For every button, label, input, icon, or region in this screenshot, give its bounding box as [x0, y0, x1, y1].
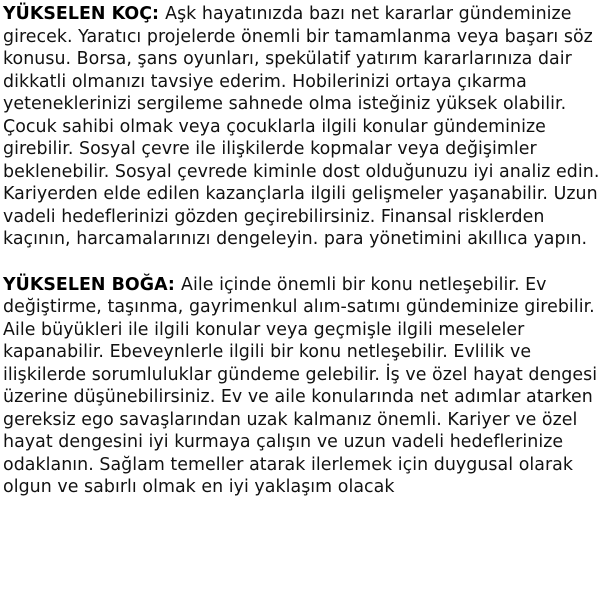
- section-heading: YÜKSELEN BOĞA:: [3, 274, 182, 295]
- section-heading: YÜKSELEN KOÇ:: [3, 4, 166, 24]
- section-body: Aşk hayatınızda bazı net kararlar gündeminize girecek. Yaratıcı projelerde önemli bir tamamlanma veya başarı söz konusu. Borsa, şans oyunları, spekülatif yatırım kararlarınıza dair dikkatli olmanızı tavsiye ederim. Hobilerinizi ortaya çıkarma yeteneklerinizi sergileme sahnede olma isteğiniz yüksek olabilir. Çocuk sahibi olmak veya çocuklarla ilgili konular gündeminize girebilir. Sosyal çevre ile ilişkilerde kopmalar veya değişimler beklenebilir. Sosyal çevrede kiminle dost olduğunuzu iyi analiz edin. Kariyerden elde edilen kazançlarla ilgili gelişmeler yaşanabilir. Uzun vadeli hedeflerinizi gözden geçirebilirsiniz. Finansal risklerden kaçının, harcamalarınızı dengeleyin. para yönetimini akıllıca yapın.: [3, 4, 600, 250]
- section-body: Aile içinde önemli bir konu netleşebilir. Ev değiştirme, taşınma, gayrimenkul alım-satımı gündeminize girebilir. Aile büyükleri ile ilgili konular veya geçmişle ilgili meseleler kapanabilir. Ebeveynlerle ilgili bir konu netleşebilir. Evlilik ve ilişkilerde sorumluluklar gündeme gelebilir. İş ve özel hayat dengesi üzerine düşünebilirsiniz. Ev ve aile konularında net adımlar atarken gereksiz ego savaşlarından uzak kalmanız önemli. Kariyer ve özel hayat dengesini iyi kurmaya çalışın ve uzun vadeli hedeflerinize odaklanın. Sağlam temeller atarak ilerlemek için duygusal olarak olgun ve sabırlı olmak en iyi yaklaşım olacak: [3, 274, 598, 498]
- section-yukselen-boga: [3, 274, 601, 499]
- section-yukselen-koc: [3, 3, 601, 251]
- horoscope-document: [3, 3, 601, 499]
